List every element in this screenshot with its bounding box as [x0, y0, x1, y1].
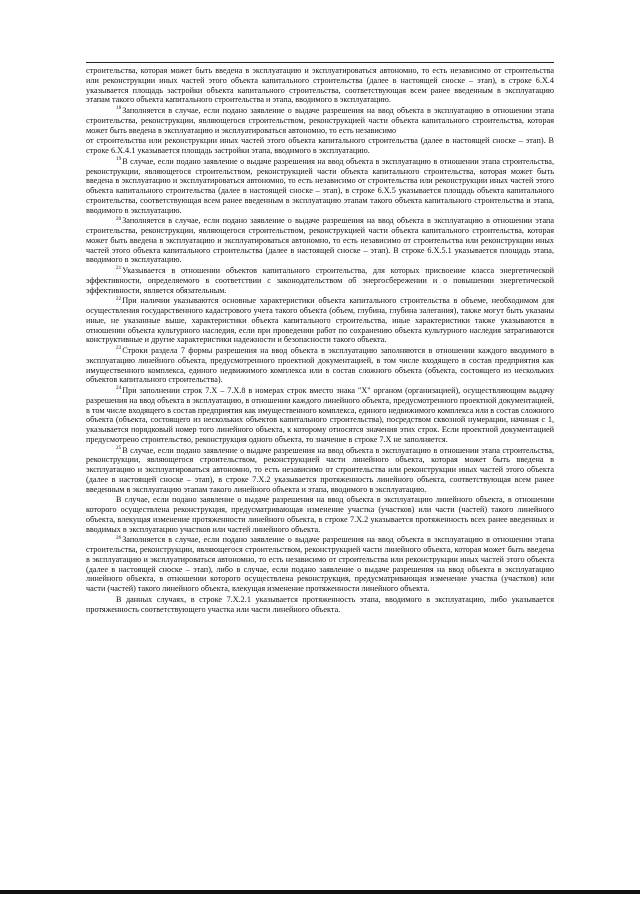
paragraph-text: В случае, если подано заявление о выдаче разрешения на ввод объекта в эксплуатацию в отношении этапа строительства, реконструкции, являющегося строительством, реконструкцией части линейного объекта, которая может быть введена в эксплуатацию и эксплуатироваться автономно, то есть независимо от строительства или реконструкции иных частей этого объекта (далее в настоящей сноске – этап), в строке 7.X.2 указывается протяженность линейного объекта, соответствующая всем ранее введенным в эксплуатацию этапам такого линейного объекта и этапа, вводимого в эксплуатацию.	[86, 445, 554, 494]
footnote-number: 23	[116, 345, 122, 352]
footnote-18	[86, 106, 554, 135]
paragraph-text: от строительства или реконструкции иных частей этого объекта капитального строительства (далее в настоящей сноске – этап). В строке 6.X.4.1 указывается площадь застройки этапа, вводимого в эксплуатацию.	[86, 136, 554, 155]
footnote-25	[86, 446, 554, 495]
paragraph-text: В данных случаях, в строке 7.X.2.1 указывается протяженность этапа, вводимого в эксплуатацию, либо указывается протяженность соответствующего участка или части линейного объекта.	[86, 594, 554, 614]
paragraph-text: Заполняется в случае, если подано заявление о выдаче разрешения на ввод объекта в эксплуатацию в отношении этапа строительства, реконструкции, являющегося строительством, реконструкцией части объекта капитального строительства, которая может быть введена в эксплуатацию и эксплуатироваться автономно, то есть независимо	[86, 106, 554, 135]
bottom-scan-edge	[0, 890, 640, 894]
paragraph-text: В случае, если подано заявление о выдаче разрешения на ввод объекта в эксплуатацию в отношении этапа строительства, реконструкции, являющегося строительством, реконструкцией части объекта капитального строительства, которая может быть введена в эксплуатацию и эксплуатироваться автономно, то есть независимо от строительства или реконструкции иных частей этого объекта капитального строительства (далее в настоящей сноске – этап), в строке 6.X.5 указывается площадь объекта капитального строительства, соответствующая всем ранее введенным в эксплуатацию этапам такого объекта капитального строительства и этапа, вводимого в эксплуатацию.	[86, 156, 554, 215]
paragraph-text: При заполнении строк 7.X – 7.X.8 в номерах строк вместо знака "X" органом (организацией), осуществляющим выдачу разрешения на ввод объекта в эксплуатацию, в отношении каждого линейного объекта, предусмотренного проектной документацией, в том числе входящего в состав предприятия как имущественного комплекса, единого недвижимого комплекса или в состав сложного объекта (объекта, состоящего из нескольких объектов капитального строительства), посредством сквозной нумерации, начиная с 1, указывается порядковый номер того линейного объекта, к которому относятся значения этих строк. Если проектной документацией предусмотрено строительство, реконструкция одного объекта, то значение в строке 7.X не заполняется.	[86, 386, 554, 444]
footnote-number: 19	[116, 156, 122, 163]
footnote-24	[86, 386, 554, 445]
paragraph-text: Указывается в отношении объектов капитального строительства, для которых присвоение класса энергетической эффективности, определяемого в соответствии с законодательством об энергосбережении и о повышении энергетической эффективности, является обязательным.	[86, 266, 554, 295]
paragraph-text: Строки раздела 7 формы разрешения на ввод объекта в эксплуатацию заполняются в отношении каждого вводимого в эксплуатацию линейного объекта, предусмотренного проектной документацией, в том числе входящего в состав предприятия как имущественного комплекса, единого недвижимого комплекса или в состав сложного объекта (объекта, состоящего из нескольких объектов капитального строительства).	[86, 346, 554, 385]
footnote-19	[86, 157, 554, 216]
paragraph-text: При наличии указываются основные характеристики объекта капитального строительства в объеме, необходимом для осуществления государственного кадастрового учета такого объекта (объем, глубина, глубина залегания), также могут быть указаны иные, не указанные выше, характеристики объекта капитального строительства, иные характеристики также указываются в отношении объекта культурного наследия, если при проведении работ по сохранению объекта культурного наследия затрагиваются конструктивные и другие характеристики надежности и безопасности такого объекта.	[86, 296, 554, 345]
footnote-number: 24	[116, 385, 122, 392]
footnote-number: 26	[116, 534, 122, 541]
footnote-26	[86, 535, 554, 594]
footnote-22	[86, 296, 554, 345]
footnote-number: 18	[116, 105, 122, 112]
footnote-25-second-paragraph	[86, 495, 554, 534]
footnote-23	[86, 346, 554, 385]
footnote-number: 21	[116, 265, 122, 272]
paragraph-text: Заполняется в случае, если подано заявление о выдаче разрешения на ввод объекта в эксплуатацию в отношении этапа строительства, реконструкции, являющегося строительством, реконструкцией части линейного объекта, которая может быть введена в эксплуатацию и эксплуатироваться автономно, то есть независимо от строительства или реконструкции иных частей этого объекта (далее в настоящей сноске – этап), либо в случае, если подано заявление о выдаче разрешения на ввод объекта в эксплуатацию линейного объекта, в отношении которого осуществлена реконструкция, предусматривающая изменение участка (участков) или части (частей) такого линейного объекта, влекущая изменение протяженности линейного объекта.	[86, 535, 554, 593]
paragraph-intro	[86, 66, 554, 105]
paragraph-text: В случае, если подано заявление о выдаче разрешения на ввод объекта в эксплуатацию линейного объекта, в отношении которого осуществлена реконструкция, предусматривающая изменение участка (участков) или части (частей) такого линейного объекта, влекущая изменение протяженности линейного объекта, в строке 7.X.2 указывается протяженность всех ранее введенных и вводимых в эксплуатацию участков или частей линейного объекта.	[86, 495, 554, 534]
footnotes-document-body	[86, 66, 554, 615]
footnote-20	[86, 216, 554, 265]
footnote-number: 22	[116, 295, 122, 302]
footnote-18-continuation	[86, 136, 554, 156]
footnote-number: 20	[116, 215, 122, 222]
footnote-26-second-paragraph	[86, 595, 554, 615]
top-horizontal-rule	[86, 62, 554, 63]
paragraph-text: строительства, которая может быть введена в эксплуатацию и эксплуатироваться автономно, то есть независимо от строительства или реконструкции иных частей этого объекта капитального строительства (далее в настоящей сноске – этап), в строке 6.X.4 указывается площадь застройки объекта капитального строительства, соответствующая всем ранее введенным в эксплуатацию этапам такого объекта капитального строительства и этапа, вводимого в эксплуатацию.	[86, 66, 554, 105]
footnote-21	[86, 266, 554, 295]
paragraph-text: Заполняется в случае, если подано заявление о выдаче разрешения на ввод объекта в эксплуатацию в отношении этапа строительства, реконструкции, являющегося строительством, реконструкцией части объекта капитального строительства, которая может быть введена в эксплуатацию и эксплуатироваться автономно, то есть независимо от строительства или реконструкции иных частей этого объекта капитального строительства (далее в настоящей сноске – этап). В строке 6.X.5.1 указывается площадь этапа, вводимого в эксплуатацию.	[86, 216, 554, 265]
footnote-number: 25	[116, 444, 122, 451]
